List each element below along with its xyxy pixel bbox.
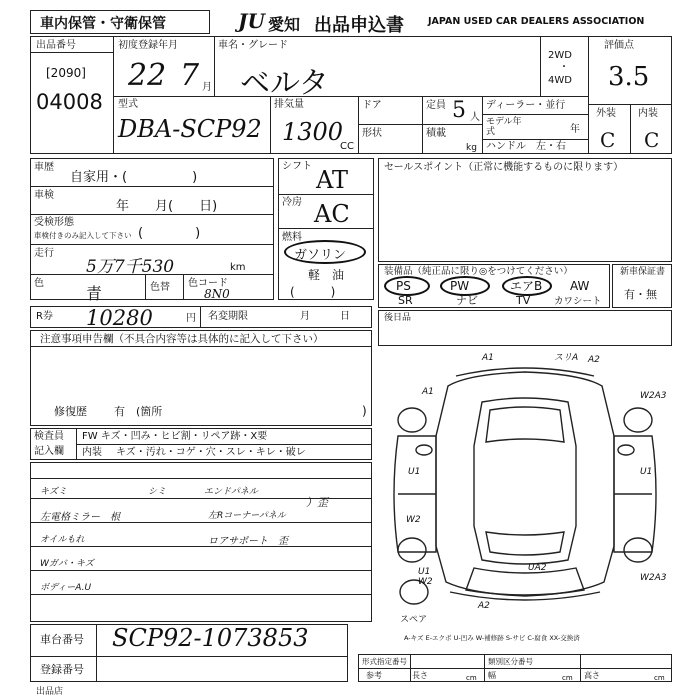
damage-mark: A1 <box>482 353 494 363</box>
width-unit: cm <box>562 674 573 682</box>
notes-title: 注意事項申告欄（不具合内容等は具体的に記入して下さい） <box>40 333 324 345</box>
equipment-title: 装備品（純正品に限り◎をつけてください） <box>384 266 573 277</box>
damage-mark: W2 <box>406 515 421 525</box>
model-label: 型式 <box>118 99 138 110</box>
spare-label: スペア <box>400 615 428 625</box>
receive-label: 受検形態 <box>34 217 74 228</box>
inspection-label: 車検 <box>34 190 54 201</box>
form-title: 出品申込書 <box>314 15 404 36</box>
divider <box>113 36 114 154</box>
displacement-label: 排気量 <box>274 99 304 110</box>
fuel-gasoline: ガソリン <box>294 248 347 263</box>
divider <box>113 96 588 97</box>
comment-line: シミ <box>148 487 167 497</box>
comment-line: ロアサポート 歪 <box>208 536 288 547</box>
equip-aw: AW <box>570 279 590 293</box>
capacity-unit: 人 <box>470 112 480 123</box>
car-cabin <box>474 398 576 564</box>
fuel-diesel: 軽 油 <box>308 268 345 282</box>
divider <box>588 36 589 154</box>
divider <box>30 656 348 657</box>
divider <box>30 214 274 215</box>
car-windshield <box>486 407 564 442</box>
reference-label: 参考 <box>366 671 382 680</box>
damage-mark: W2A3 <box>640 391 667 401</box>
divider <box>76 444 372 445</box>
drive-2wd: 2WD <box>548 50 572 61</box>
divider <box>30 186 274 187</box>
lot-number: 04008 <box>36 90 103 114</box>
divider <box>30 594 372 595</box>
equip-airbag-circle <box>502 276 552 296</box>
category-label: 類別区分番号 <box>488 657 533 666</box>
storage-title: 車内保管・守衛保管 <box>40 16 166 32</box>
damage-mark: A2 <box>588 355 600 365</box>
divider <box>96 624 97 682</box>
equip-pw: PW <box>450 279 470 293</box>
divider <box>30 346 372 347</box>
warranty-label: 新車保証書 <box>620 267 666 277</box>
divider <box>270 96 271 154</box>
color-change-label: 色替 <box>150 282 170 293</box>
equip-ps-circle <box>384 276 430 296</box>
comment-line: ）歪 <box>306 496 328 509</box>
receive-parens: ( ) <box>138 226 201 241</box>
car-rear-window <box>486 532 564 555</box>
after-frame <box>378 310 672 346</box>
divider <box>540 36 541 96</box>
form-title-en: JAPAN USED CAR DEALERS ASSOCIATION <box>428 16 645 27</box>
model-cert-label: 形式指定番号 <box>362 657 407 666</box>
logo-mark: JU <box>238 9 265 33</box>
inspector-label: 検査員 <box>34 431 64 442</box>
load-label: 積載 <box>426 128 446 139</box>
divider <box>30 570 372 571</box>
car-body-outline <box>436 372 614 596</box>
damage-mark: A1 <box>422 387 434 397</box>
damage-mark: U1 <box>408 467 421 477</box>
chassis-label: 車台番号 <box>40 633 84 646</box>
comment-line: オイルもれ <box>40 535 85 545</box>
inspector-row2-label: 内装 <box>82 447 102 458</box>
height-unit: cm <box>654 674 665 682</box>
divider <box>183 274 184 300</box>
sales-point-title: セールスポイント（正常に機能するものに限ります） <box>384 162 624 173</box>
divider <box>278 228 374 229</box>
equip-ps: PS <box>396 279 411 293</box>
car-diagram <box>378 346 672 646</box>
car-name: ベルタ <box>240 66 329 101</box>
wheel-front-left <box>398 408 426 432</box>
mileage-unit: km <box>230 262 246 273</box>
fuel-label: 燃料 <box>282 232 302 243</box>
receive-note: 車検付きのみ記入して下さい <box>34 231 132 240</box>
handle-label: ハンドル 左・右 <box>486 141 566 152</box>
width-label: 幅 <box>488 671 496 680</box>
divider <box>30 478 372 479</box>
registration-label: 登録番号 <box>40 663 84 676</box>
damage-mark: UA2 <box>528 563 547 573</box>
divider <box>214 36 215 96</box>
length-label: 長さ <box>412 671 428 680</box>
model-value: DBA-SCP92 <box>118 115 262 143</box>
repair-close-paren: ) <box>362 404 367 418</box>
damage-legend: A-キズ E-エクボ U-凹み W-補修跡 S-サビ C-腐食 XX-交換済 <box>404 634 580 642</box>
ac-label: 冷房 <box>282 197 302 208</box>
divider <box>482 139 588 140</box>
equip-seat: カワシート <box>554 296 602 307</box>
name-change-label: 名変期限 <box>208 311 248 322</box>
repair-label: 修復歴 <box>54 405 87 418</box>
divider <box>30 546 372 547</box>
repair-value: 有 (箇所 <box>114 405 163 418</box>
model-year-label: モデル年式 <box>486 117 522 137</box>
divider <box>422 96 423 154</box>
mirror-right <box>618 445 634 455</box>
recycle-amount: 10280 <box>86 306 153 330</box>
shape-label: 形状 <box>362 128 382 139</box>
car-trunk <box>466 568 584 595</box>
divider <box>278 194 374 195</box>
equip-navi: ナビ <box>456 294 478 307</box>
inspector-label-2: 記入欄 <box>34 446 64 457</box>
divider <box>200 306 201 328</box>
door-label: ドア <box>362 100 382 111</box>
month-suffix: 月 <box>202 82 212 93</box>
divider <box>358 668 672 669</box>
interior-label: 内装 <box>638 108 658 119</box>
equip-airbag: エアB <box>510 279 543 293</box>
grade-value: 3.5 <box>608 62 650 92</box>
color-code-value: 8N0 <box>204 287 230 301</box>
divider <box>30 52 113 53</box>
length-unit: cm <box>466 674 477 682</box>
damage-mark: W2A3 <box>640 573 667 583</box>
height-label: 高さ <box>584 671 600 680</box>
first-reg-month: 7 <box>180 58 200 93</box>
damage-mark: U1 <box>640 467 653 477</box>
exterior-grade: C <box>600 128 616 152</box>
divider <box>30 244 274 245</box>
equip-pw-circle <box>440 276 490 296</box>
recycle-label: R券 <box>36 311 53 322</box>
shift-value: AT <box>316 166 349 194</box>
damage-mark: A2 <box>478 601 490 611</box>
divider <box>358 124 482 125</box>
ac-value: AC <box>314 200 350 228</box>
color-label: 色 <box>34 278 44 289</box>
divider <box>145 274 146 300</box>
warranty-value: 有・無 <box>624 288 657 301</box>
drive-4wd: 4WD <box>548 75 572 86</box>
capacity-value: 5 <box>452 98 466 123</box>
history-value: 自家用・( ) <box>70 170 198 185</box>
divider <box>482 114 588 115</box>
color-code-label: 色コード <box>188 278 228 289</box>
name-change-date: 月 日 <box>300 311 350 322</box>
org-name: 愛知 <box>268 15 301 34</box>
equip-tv: TV <box>516 294 531 307</box>
load-unit: kg <box>466 143 477 153</box>
divider <box>630 104 631 154</box>
comment-line: エンドパネル <box>204 487 258 497</box>
divider <box>482 96 483 154</box>
displacement-value: 1300 <box>282 118 344 146</box>
after-label: 後日品 <box>384 313 412 323</box>
shift-label: シフト <box>282 161 312 172</box>
dealer-label: ディーラー・並行 <box>486 100 566 111</box>
exhibitor-label: 出品店 <box>36 687 64 697</box>
displacement-unit: CC <box>340 141 354 152</box>
car-name-label: 車名・グレード <box>218 40 288 51</box>
mirror-left <box>416 445 432 455</box>
comment-line: 左Rコーナーパネル <box>208 511 286 521</box>
comment-line: キズミ <box>40 487 67 497</box>
mileage-label: 走行 <box>34 248 54 259</box>
recycle-unit: 円 <box>186 313 196 324</box>
color-value: 青 <box>86 284 103 303</box>
inspection-value: 年 月( 日) <box>116 199 218 214</box>
interior-grade: C <box>644 128 660 152</box>
listing-number-label: 出品番号 <box>36 40 76 51</box>
damage-mark: スリA <box>554 353 579 363</box>
exterior-label: 外装 <box>596 108 616 119</box>
damage-mark: U1 <box>418 567 431 577</box>
grade-label: 評価点 <box>604 40 634 51</box>
chassis-value: SCP92-1073853 <box>112 624 309 652</box>
inspector-row2: キズ・汚れ・コゲ・穴・スレ・キレ・破レ <box>116 447 306 458</box>
capacity-label: 定員 <box>426 100 446 111</box>
wheel-rear-left <box>398 538 426 562</box>
divider <box>358 96 359 154</box>
drive-dot: ・ <box>559 62 569 73</box>
history-label: 車歴 <box>34 162 54 173</box>
equip-sr: SR <box>398 294 413 307</box>
wheel-front-right <box>624 408 652 432</box>
comment-line: Wガバ・キズ <box>40 559 94 569</box>
comment-line: 左電格ミラー 根 <box>40 512 120 523</box>
lot-code: [2090] <box>46 66 86 80</box>
inspector-row1: FW キズ・凹み・ヒビ割・リペア跡・X要 <box>82 431 268 442</box>
mileage-value: 5万7千530 <box>86 257 175 277</box>
comment-line: ボディーA.U <box>40 583 92 593</box>
wheel-rear-right <box>624 538 652 562</box>
year-char: 年 <box>570 124 580 135</box>
fuel-parens: ( ) <box>290 285 336 299</box>
first-reg-year: 22 <box>128 58 167 93</box>
first-reg-label: 初度登録年月 <box>118 40 178 51</box>
damage-mark: W2 <box>418 577 433 587</box>
